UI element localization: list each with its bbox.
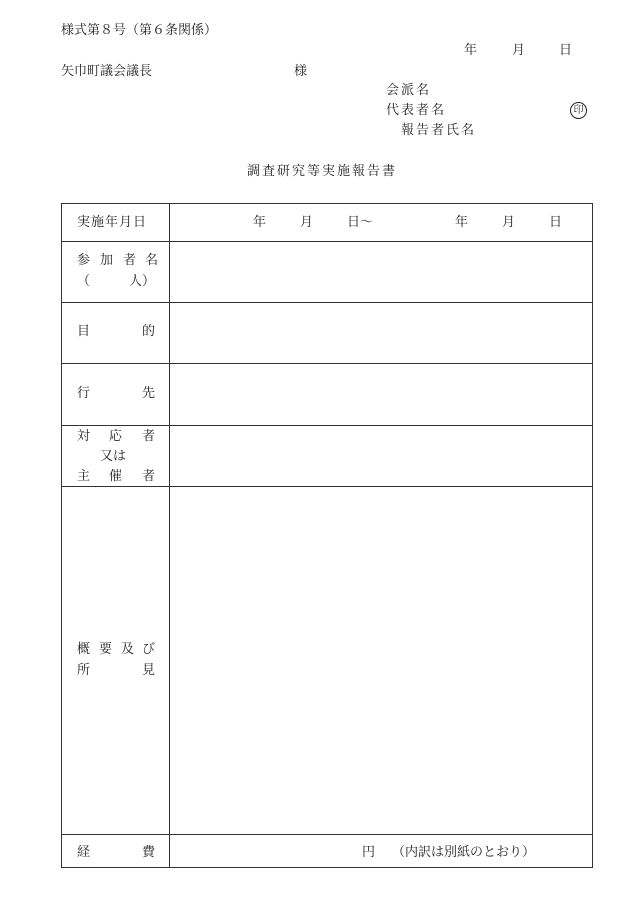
expenses-breakdown-note: （内訳は別紙のとおり） <box>392 845 536 860</box>
date-month-label: 月 <box>512 43 526 58</box>
findings-label-char: 見 <box>142 663 156 678</box>
report-table <box>61 203 593 868</box>
row-divider <box>62 302 592 303</box>
purpose-label-char: 的 <box>142 324 156 339</box>
summary-label-char: び <box>142 642 156 657</box>
implementation-date-label: 実施年月日 <box>77 215 148 230</box>
form-number: 様式第８号（第６条関係） <box>61 23 218 38</box>
participants-count-open-paren: （ <box>77 274 91 289</box>
expenses-label-char: 経 <box>77 845 91 860</box>
summary-label-char: 概 <box>77 642 91 657</box>
respondent-or-label: 又は <box>100 449 127 464</box>
summary-label-char: 要 <box>99 642 113 657</box>
start-day-label: 日〜 <box>347 215 374 230</box>
row-divider <box>62 486 592 487</box>
row-divider <box>62 425 592 426</box>
summary-label-char: 及 <box>121 642 135 657</box>
respondent-label-char: 者 <box>142 429 156 444</box>
row-divider <box>62 363 592 364</box>
expenses-yen-unit: 円 <box>362 845 376 860</box>
end-month-label: 月 <box>502 215 516 230</box>
faction-label: 会派名 <box>386 83 432 98</box>
destination-label-char: 行 <box>77 386 91 401</box>
respondent-label-char: 対 <box>77 429 91 444</box>
date-year-label: 年 <box>464 43 478 58</box>
row-divider <box>62 834 592 835</box>
start-month-label: 月 <box>300 215 314 230</box>
end-year-label: 年 <box>455 215 469 230</box>
seal-icon: 印 <box>570 102 587 119</box>
participants-label-char: 参 <box>77 253 91 268</box>
reporter-label: 報告者氏名 <box>401 123 477 138</box>
organizer-label-char: 催 <box>109 469 123 484</box>
start-year-label: 年 <box>253 215 267 230</box>
participants-count-suffix: 人） <box>129 274 156 289</box>
expenses-label-char: 費 <box>142 845 156 860</box>
destination-label-char: 先 <box>142 386 156 401</box>
date-day-label: 日 <box>559 43 573 58</box>
label-column-divider <box>169 204 170 867</box>
end-day-label: 日 <box>549 215 563 230</box>
honorific: 様 <box>294 64 308 79</box>
document-title: 調査研究等実施報告書 <box>247 164 398 179</box>
respondent-label-char: 応 <box>109 429 123 444</box>
participants-label-char: 加 <box>100 253 114 268</box>
organizer-label-char: 主 <box>77 469 91 484</box>
organizer-label-char: 者 <box>142 469 156 484</box>
addressee: 矢巾町議会議長 <box>61 64 153 79</box>
findings-label-char: 所 <box>77 663 91 678</box>
participants-label-char: 者 <box>123 253 137 268</box>
participants-label-char: 名 <box>145 253 159 268</box>
representative-label: 代表者名 <box>386 103 447 118</box>
purpose-label-char: 目 <box>77 324 91 339</box>
row-divider <box>62 241 592 242</box>
